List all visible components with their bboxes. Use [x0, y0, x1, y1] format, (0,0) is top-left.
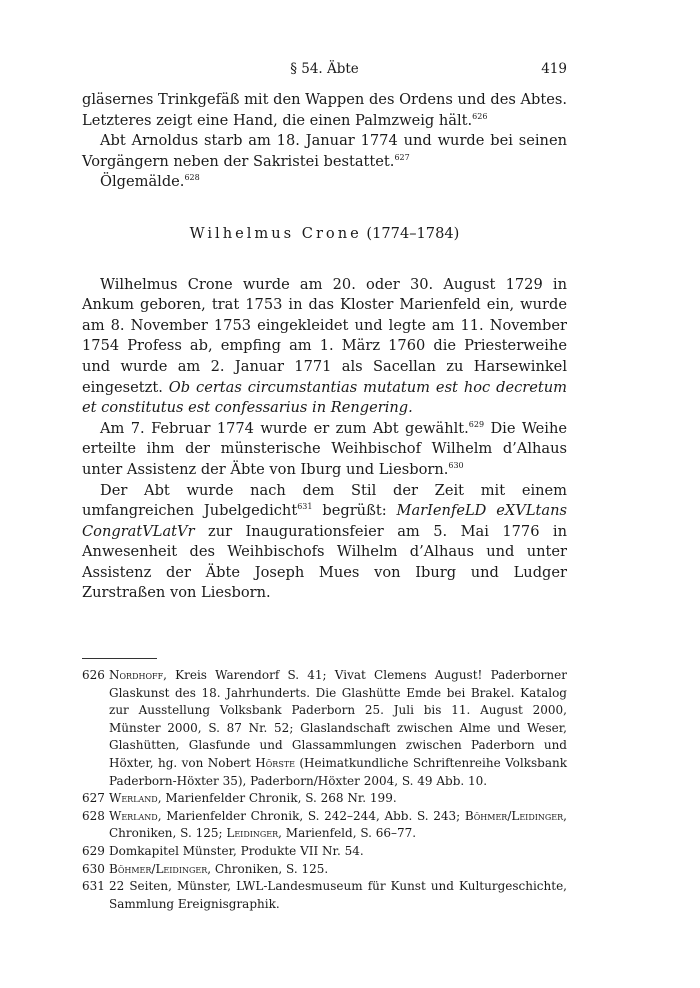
footnote: 628 Werland, Marienfelder Chronik, S. 242–244, Abb. S. 243; Böhmer/Leidinger, Chroniken, S. 125; Leidinger, Marienfeld, S. 66–77. — [82, 808, 567, 843]
poem-title: MarIenfeLD eXVLtans CongratVLatVr — [82, 502, 567, 540]
latin-quote: Ob certas circumstantias mutatum est hoc decretum et constitutus est confessarius in Rengering. — [82, 378, 567, 417]
page — [82, 58, 567, 913]
paragraph: Ölgemälde.$^{628}$ — [100, 173, 200, 191]
footnote: 626 Nordhoff, Kreis Warendorf S. 41; Vivat Clemens August! Paderborner Glaskunst des 18. Jahrhunderts. Die Glashütte Emde bei Brakel. Katalog zur Ausstellung Volksbank Paderborn 25. Juli bis 11. August 2000, Münster 2000, S. 87 Nr. 52; Glaslandschaft zwischen Alme und Weser, Glashütten, Glasfunde und Glassammlungen zwischen Paderborn und Höxter, hg. von Nobert Hörste (Heimatkundliche Schriftenreihe Volksbank Paderborn-Höxter 35), Paderborn/Höxter 2004, S. 49 Abb. 10. — [82, 667, 567, 790]
paragraph: Der Abt wurde nach dem Stil der Zeit mit einem umfangreichen Jubelgedicht$^{631}$ begrüßt: MarIenfeLD eXVLtans CongratVLatVr zur Inaugurationsfeier am 5. Mai 1776 in Anwesenheit des Weihbischofs Wilhelm d’Alhaus und unter Assistenz der Äbte Joseph Mues von Iburg und Ludger Zurstraßen von Liesborn. — [82, 481, 568, 602]
footnote-ref[interactable]: 631 — [297, 502, 313, 512]
paragraph: Wilhelmus Crone wurde am 20. oder 30. August 1729 in Ankum geboren, trat 1753 in das Kloster Marienfeld ein, wurde am 8. November 1753 eingekleidet und legte am 11. November 1754 Profess ab, empfing am 1. März 1760 die Priesterweihe und wurde am 2. Januar 1771 als Sacellan zu Harsewinkel eingesetzt. Ob certas circumstantias mutatum est hoc decretum et constitutus est confessarius in Rengering. — [82, 275, 567, 417]
footnote-ref[interactable]: 628 — [184, 173, 200, 183]
footnote-ref[interactable]: 627 — [394, 152, 410, 162]
footnote-ref[interactable]: 630 — [448, 461, 464, 471]
main-text — [82, 90, 567, 604]
footnote-number: 630 — [82, 861, 105, 876]
footnote: 630 Böhmer/Leidinger, Chroniken, S. 125. — [82, 861, 567, 879]
footnote: 627 Werland, Marienfelder Chronik, S. 268 Nr. 199. — [82, 790, 567, 808]
paragraph: Am 7. Februar 1774 wurde er zum Abt gewählt.$^{629}$ Die Weihe erteilte ihm der münsterische Weihbischof Wilhelm d’Alhaus unter Assistenz der Äbte von Iburg und Liesborn.$^{630}$ — [82, 419, 567, 478]
page-number: 419 — [541, 61, 567, 77]
footnote-ref[interactable]: 629 — [468, 419, 485, 429]
paragraph: gläsernes Trinkgefäß mit den Wappen des Ordens und des Abtes. Letzteres zeigt eine Hand, die einen Palmzweig hält.$^{626}$ — [82, 91, 567, 129]
running-header — [82, 58, 567, 80]
footnote: 631 22 Seiten, Münster, LWL-Landesmuseum für Kunst und Kulturgeschichte, Sammlung Ereignisgraphik. — [82, 878, 567, 913]
running-title: § 54. Äbte — [290, 61, 359, 77]
abbot-name: Wilhelmus Crone — [189, 224, 362, 242]
footnote-number: 628 — [82, 808, 105, 823]
footnote-number: 626 — [82, 668, 105, 683]
footnote-number: 629 — [82, 844, 105, 858]
footnote-number: 627 — [82, 791, 105, 806]
section-heading — [82, 224, 567, 245]
abbot-years: (1774–1784) — [366, 224, 460, 242]
footnote-ref[interactable]: 626 — [472, 111, 488, 121]
paragraph: Abt Arnoldus starb am 18. Januar 1774 und wurde bei seinen Vorgängern neben der Sakristei bestattet.$^{627}$ — [82, 132, 567, 170]
footnote-number: 631 — [82, 879, 105, 894]
footnotes — [82, 667, 567, 913]
footnote: 629 Domkapitel Münster, Produkte VII Nr. 54. — [82, 843, 567, 861]
footnote-divider — [82, 658, 157, 659]
